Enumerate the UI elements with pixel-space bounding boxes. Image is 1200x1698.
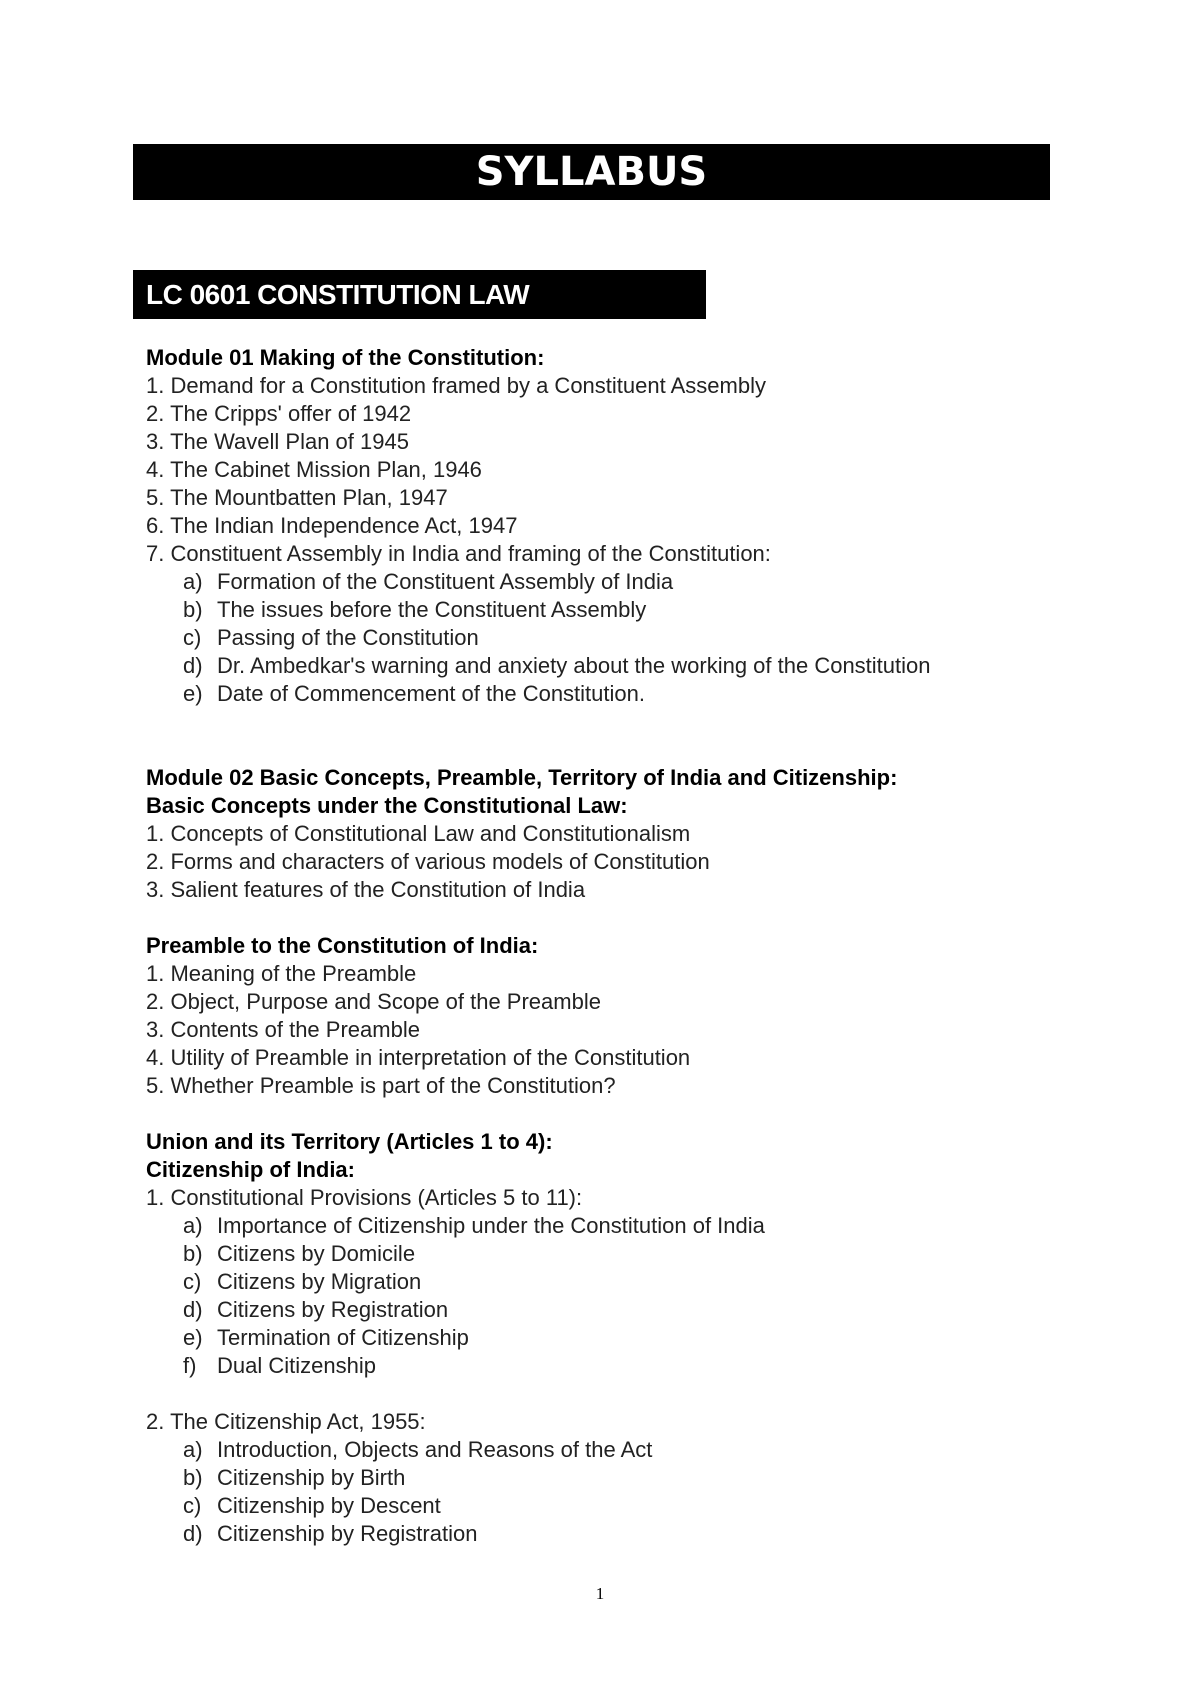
list-item: 5. The Mountbatten Plan, 1947 <box>146 485 448 510</box>
sub-list-item <box>146 568 1086 596</box>
sub-list-item <box>146 1324 1086 1352</box>
sub-list-item <box>146 652 1086 680</box>
list-item: 5. Whether Preamble is part of the Constitution? <box>146 1073 616 1098</box>
spacer <box>146 736 1086 764</box>
sub-item-text: Citizenship by Registration <box>217 1521 478 1546</box>
list-item: 4. The Cabinet Mission Plan, 1946 <box>146 457 482 482</box>
sub-item-marker: e) <box>183 1325 203 1350</box>
spacer <box>146 708 1086 736</box>
sub-list-item <box>146 1268 1086 1296</box>
sub-item-text: Citizens by Migration <box>217 1269 422 1294</box>
sub-item-marker: d) <box>183 1297 203 1322</box>
sub-item-marker: c) <box>183 1493 202 1518</box>
syllabus-content <box>146 344 1086 1548</box>
list-item: 1. Constitutional Provisions (Articles 5 to 11): <box>146 1185 583 1210</box>
page-number: 1 <box>595 1584 605 1603</box>
sub-item-text: Introduction, Objects and Reasons of the Act <box>217 1437 653 1462</box>
sub-item-marker: a) <box>183 569 203 594</box>
spacer <box>146 904 1086 932</box>
list-item: 2. The Cripps' offer of 1942 <box>146 401 412 426</box>
sub-item-marker: f) <box>183 1353 197 1378</box>
list-item: 4. Utility of Preamble in interpretation of the Constitution <box>146 1045 691 1070</box>
sub-list-item <box>146 680 1086 708</box>
sub-item-marker: a) <box>183 1213 203 1238</box>
sub-item-text: Citizenship by Descent <box>217 1493 441 1518</box>
sub-item-text: The issues before the Constituent Assembly <box>217 597 647 622</box>
list-item: 1. Meaning of the Preamble <box>146 961 417 986</box>
list-item: 3. Contents of the Preamble <box>146 1017 420 1042</box>
sub-list-item <box>146 624 1086 652</box>
sub-list-item <box>146 1296 1086 1324</box>
list-item: 2. The Citizenship Act, 1955: <box>146 1409 426 1434</box>
sub-item-marker: d) <box>183 653 203 678</box>
preamble-heading: Preamble to the Constitution of India: <box>146 933 539 958</box>
course-title: LC 0601 CONSTITUTION LAW <box>133 270 706 319</box>
sub-list-item <box>146 596 1086 624</box>
list-item: 3. The Wavell Plan of 1945 <box>146 429 409 454</box>
sub-list-item <box>146 1240 1086 1268</box>
sub-item-marker: b) <box>183 1465 203 1490</box>
sub-item-text: Dual Citizenship <box>217 1353 376 1378</box>
sub-item-marker: c) <box>183 1269 202 1294</box>
sub-list-item <box>146 1464 1086 1492</box>
sub-item-text: Dr. Ambedkar's warning and anxiety about the working of the Constitution <box>217 653 931 678</box>
sub-item-text: Importance of Citizenship under the Constitution of India <box>217 1213 765 1238</box>
union-territory-heading: Union and its Territory (Articles 1 to 4): <box>146 1129 553 1154</box>
sub-item-marker: b) <box>183 1241 203 1266</box>
list-item: 7. Constituent Assembly in India and framing of the Constitution: <box>146 541 771 566</box>
sub-list-item <box>146 1436 1086 1464</box>
sub-list-item <box>146 1492 1086 1520</box>
sub-item-text: Citizens by Domicile <box>217 1241 416 1266</box>
sub-list-item <box>146 1212 1086 1240</box>
sub-list-item <box>146 1352 1086 1380</box>
sub-list-item <box>146 1520 1086 1548</box>
list-item: 6. The Indian Independence Act, 1947 <box>146 513 518 538</box>
sub-item-text: Date of Commencement of the Constitution. <box>217 681 645 706</box>
sub-item-text: Citizens by Registration <box>217 1297 449 1322</box>
list-item: 2. Forms and characters of various models of Constitution <box>146 849 710 874</box>
sub-item-marker: b) <box>183 597 203 622</box>
list-item: 1. Concepts of Constitutional Law and Constitutionalism <box>146 821 691 846</box>
list-item: 2. Object, Purpose and Scope of the Preamble <box>146 989 601 1014</box>
sub-item-marker: c) <box>183 625 202 650</box>
syllabus-title: SYLLABUS <box>133 144 1050 200</box>
sub-item-text: Formation of the Constituent Assembly of India <box>217 569 674 594</box>
spacer <box>146 1100 1086 1128</box>
sub-item-text: Citizenship by Birth <box>217 1465 406 1490</box>
sub-item-marker: d) <box>183 1521 203 1546</box>
basic-concepts-heading: Basic Concepts under the Constitutional Law: <box>146 793 628 818</box>
sub-item-text: Termination of Citizenship <box>217 1325 469 1350</box>
citizenship-heading: Citizenship of India: <box>146 1157 355 1182</box>
module-01-heading: Module 01 Making of the Constitution: <box>146 345 545 370</box>
list-item: 3. Salient features of the Constitution of India <box>146 877 586 902</box>
module-02-heading: Module 02 Basic Concepts, Preamble, Territory of India and Citizenship: <box>146 765 898 790</box>
sub-item-marker: e) <box>183 681 203 706</box>
sub-item-marker: a) <box>183 1437 203 1462</box>
list-item: 1. Demand for a Constitution framed by a Constituent Assembly <box>146 373 766 398</box>
sub-item-text: Passing of the Constitution <box>217 625 479 650</box>
spacer <box>146 1380 1086 1408</box>
